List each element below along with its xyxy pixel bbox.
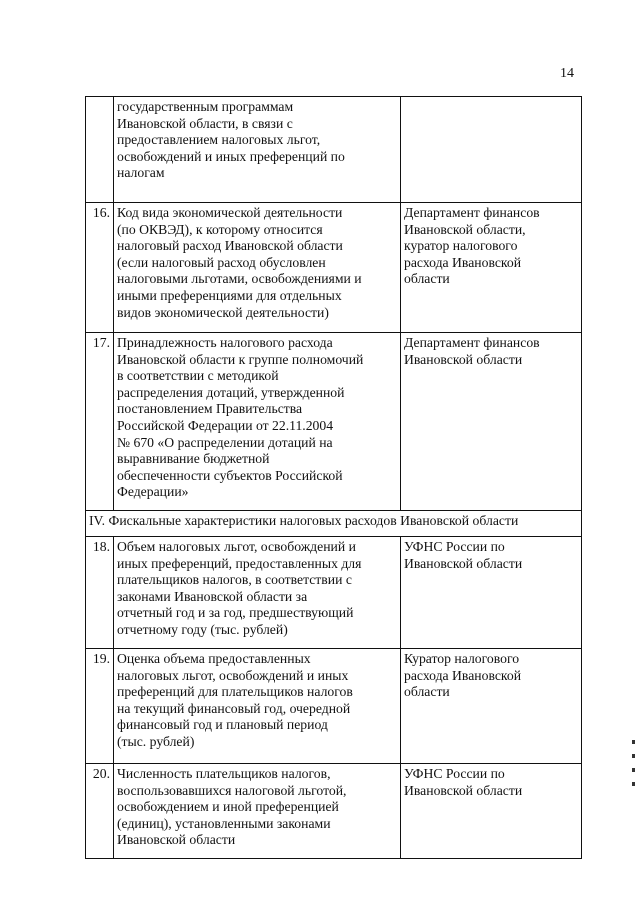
row-number (86, 97, 114, 203)
section-row (86, 511, 582, 537)
page-number: 14 (560, 66, 574, 81)
table-row (86, 649, 582, 764)
responsible-body: Куратор налогового расхода Ивановской области (401, 649, 582, 764)
section-heading: IV. Фискальные характеристики налоговых расходов Ивановской области (86, 511, 582, 537)
row-number: 20. (86, 764, 114, 859)
indicator-name: Численность плательщиков налогов, воспользовавшихся налоговой льготой, освобождением и иной преференцией (единиц), установленными законами Ивановской области (114, 764, 401, 859)
scan-mark (632, 782, 635, 786)
responsible-body (401, 97, 582, 203)
row-number: 19. (86, 649, 114, 764)
indicators-table (85, 96, 582, 859)
row-number: 17. (86, 333, 114, 511)
indicator-name: Объем налоговых льгот, освобождений и иных преференций, предоставленных для плательщиков налогов, в соответствии с законами Ивановской области за отчетный год и за год, предшествующий отчетному году (тыс. рублей) (114, 537, 401, 649)
table-row (86, 537, 582, 649)
table-row (86, 764, 582, 859)
responsible-body: УФНС России по Ивановской области (401, 537, 582, 649)
table-row (86, 333, 582, 511)
indicator-name: Код вида экономической деятельности (по ОКВЭД), к которому относится налоговый расход Ивановской области (если налоговый расход обусловлен налоговыми льготами, освобождениями и иными преференциями для отдельных видов экономической деятельности) (114, 203, 401, 333)
responsible-body: УФНС России по Ивановской области (401, 764, 582, 859)
responsible-body: Департамент финансов Ивановской области (401, 333, 582, 511)
scan-mark (632, 754, 635, 758)
scan-margin-marks (632, 740, 636, 820)
indicator-name: Принадлежность налогового расхода Ивановской области к группе полномочий в соответствии с методикой распределения дотаций, утвержденной постановлением Правительства Российской Федерации от 22.11.2004 № 670 «О распределении дотаций на выравнивание бюджетной обеспеченности субъектов Российской Федерации» (114, 333, 401, 511)
scan-mark (632, 768, 635, 772)
row-number: 18. (86, 537, 114, 649)
table-row (86, 97, 582, 203)
responsible-body: Департамент финансов Ивановской области, куратор налогового расхода Ивановской области (401, 203, 582, 333)
indicator-name: государственным программам Ивановской области, в связи с предоставлением налоговых льгот, освобождений и иных преференций по налогам (114, 97, 401, 203)
table-row (86, 203, 582, 333)
scan-mark (632, 740, 635, 744)
indicator-name: Оценка объема предоставленных налоговых льгот, освобождений и иных преференций для плательщиков налогов на текущий финансовый год, очередной финансовый год и плановый период (тыс. рублей) (114, 649, 401, 764)
row-number: 16. (86, 203, 114, 333)
